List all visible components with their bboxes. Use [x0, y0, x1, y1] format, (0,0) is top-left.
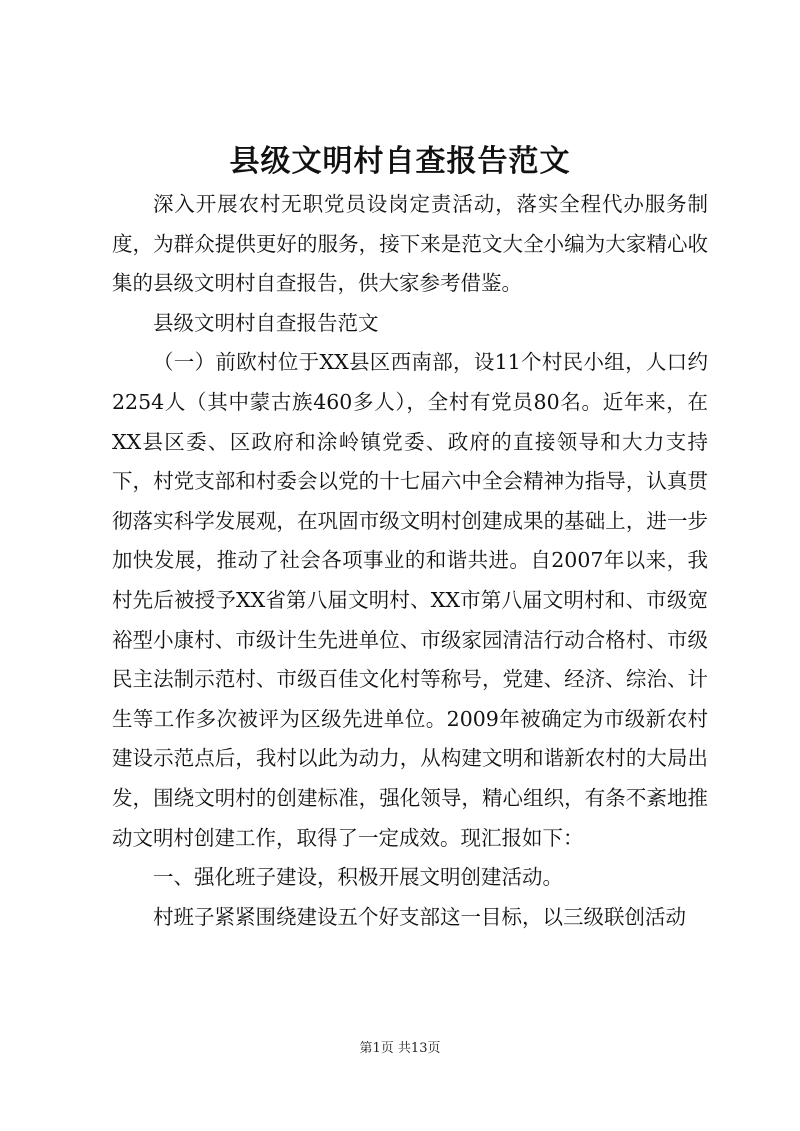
section-heading: 县级文明村自查报告范文 — [153, 310, 379, 335]
document-body — [112, 185, 708, 937]
document-title: 县级文明村自查报告范文 — [229, 144, 571, 179]
body-paragraph: （一）前欧村位于XX县区西南部，设11个村民小组，人口约2254人（其中蒙古族460多人），全村有党员80名。近年来，在XX县区委、区政府和涂岭镇党委、政府的直接领导和大力支持下，村党支部和村委会以党的十七届六中全会精神为指导，认真贯彻落实科学发展观，在巩固市级文明村创建成果的基础上，进一步加快发展，推动了社会各项事业的和谐共进。自2007年以来，我村先后被授予XX省第八届文明村、XX市第八届文明村和、市级宽裕型小康村、市级计生先进单位、市级家园清洁行动合格村、市级民主法制示范村、市级百佳文化村等称号，党建、经济、综治、计生等工作多次被评为区级先进单位。2009年被确定为市级新农村建设示范点后，我村以此为动力，从构建文明和谐新农村的大局出发，围绕文明村的创建标准，强化领导，精心组织，有条不紊地推动文明村创建工作，取得了一定成效。现汇报如下： — [112, 350, 708, 850]
body-paragraph-continued: 村班子紧紧围绕建设五个好支部这一目标，以三级联创活动 — [153, 904, 686, 929]
subsection-heading: 一、强化班子建设，积极开展文明创建活动。 — [153, 865, 563, 890]
intro-paragraph: 深入开展农村无职党员设岗定责活动，落实全程代办服务制度，为群众提供更好的服务，接下来是范文大全小编为大家精心收集的县级文明村自查报告，供大家参考借鉴。 — [112, 192, 708, 296]
page-number-footer: 第1页 共13页 — [359, 1041, 441, 1056]
